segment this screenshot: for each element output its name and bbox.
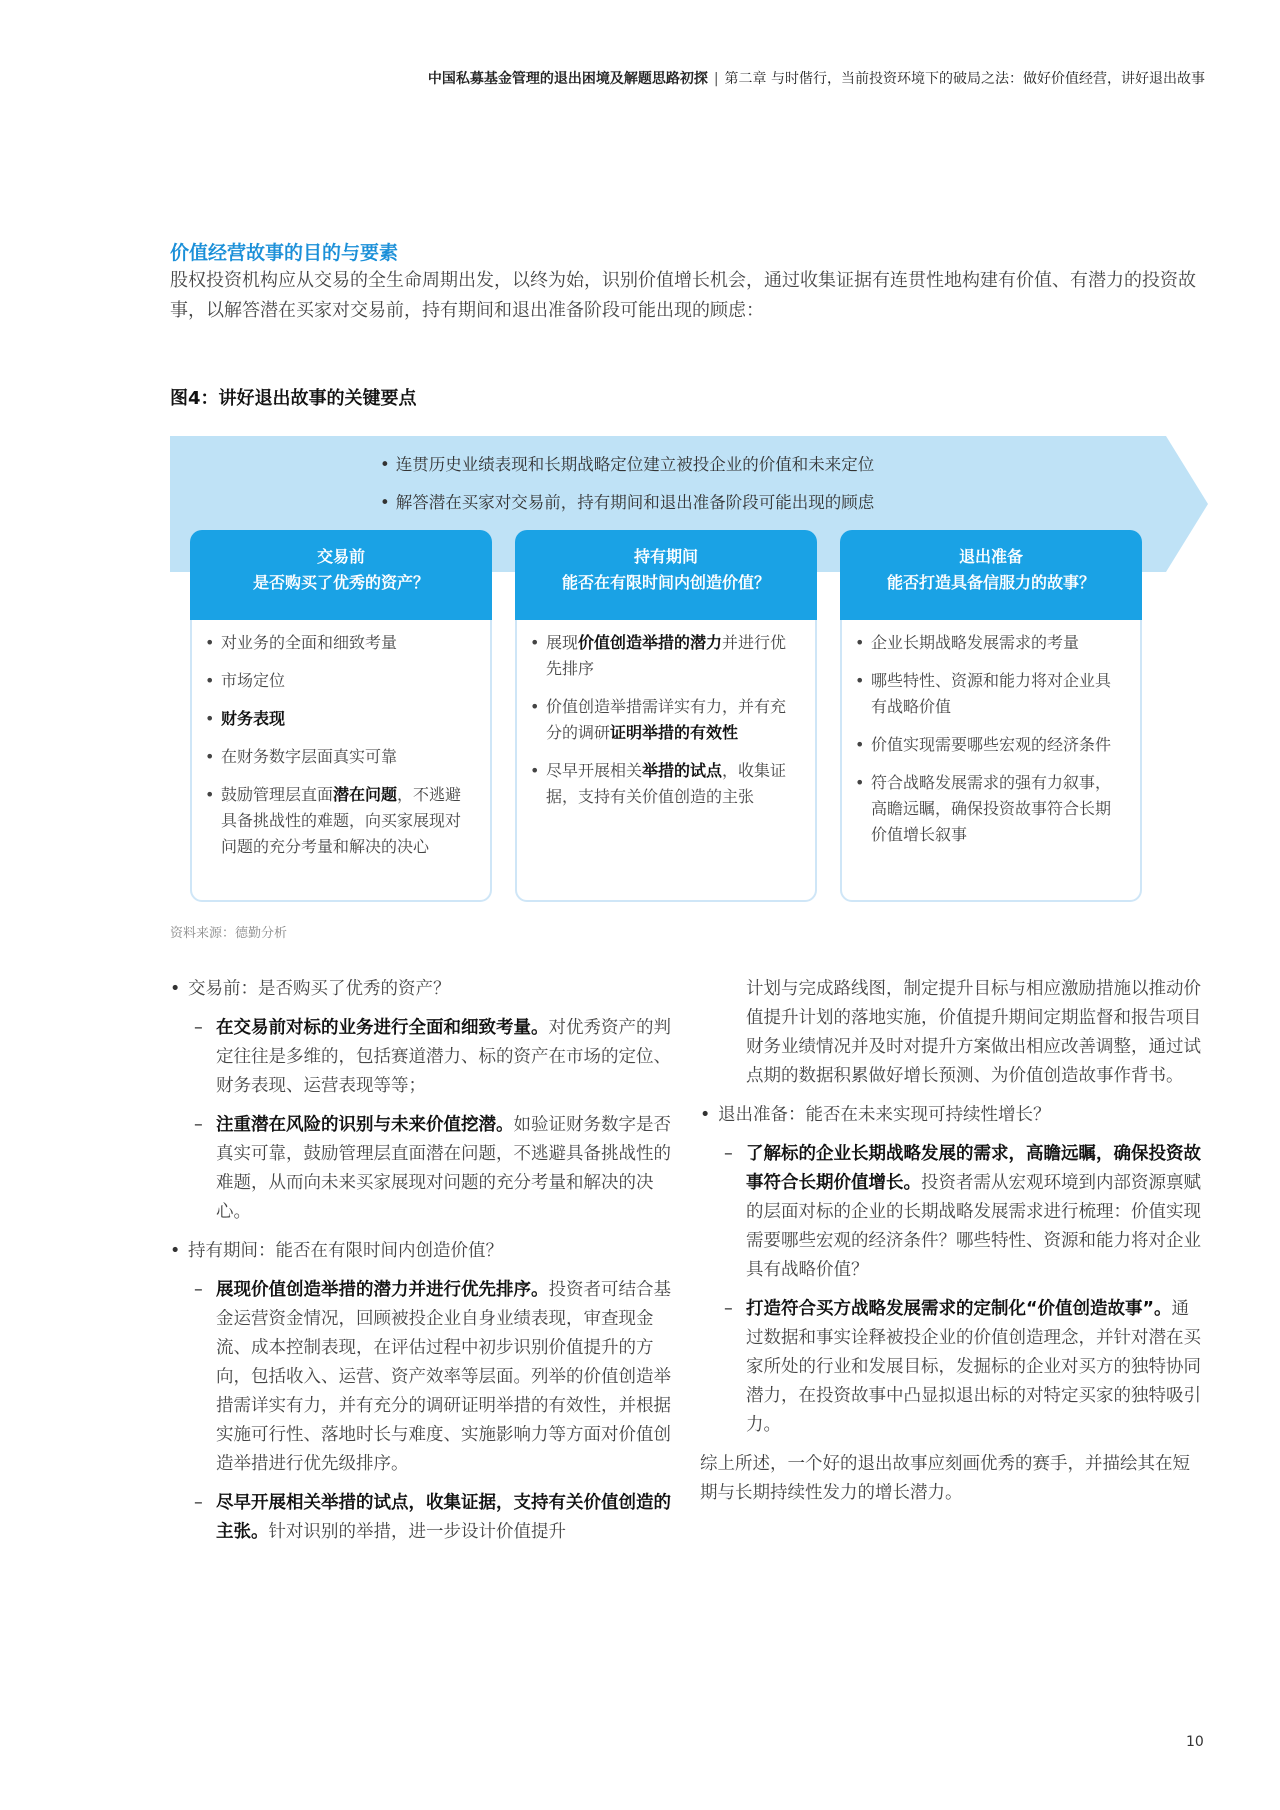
card-exit-prep-header <box>840 530 1142 620</box>
banner-bullets <box>380 446 874 522</box>
card-title: 退出准备 <box>958 547 1023 566</box>
figure-title: 图4：讲好退出故事的关键要点 <box>170 388 417 409</box>
list-item: • 哪些特性、资源和能力将对企业具有战略价值 <box>855 668 1125 720</box>
list-item: • 价值实现需要哪些宏观的经济条件 <box>855 732 1125 758</box>
list-item: • 退出准备：能否在未来实现可持续性增长？ <box>700 1101 1205 1130</box>
list-item: • 符合战略发展需求的强有力叙事，高瞻远瞩，确保投资故事符合长期价值增长叙事 <box>855 770 1125 848</box>
card-question: 是否购买了优秀的资产？ <box>252 573 429 592</box>
card-holding-list <box>530 630 800 822</box>
card-title: 持有期间 <box>633 547 698 566</box>
list-item: – 打造符合买方战略发展需求的定制化“价值创造故事”。通过数据和事实诠释被投企业的价值创造理念，并针对潜在买家所处的行业和发展目标，发掘标的企业对买方的独特协同潜力，在投资故事中凸显拟退出标的对特定买家的独特吸引力。 <box>714 1295 1205 1440</box>
card-exit-prep-list <box>855 630 1125 860</box>
list-item: – 了解标的企业长期战略发展的需求，高瞻远瞩，确保投资故事符合长期价值增长。投资者需从宏观环境到内部资源禀赋的层面对标的企业的长期战略发展需求进行梳理：价值实现需要哪些宏观的经济条件？哪些特性、资源和能力将对企业具有战略价值？ <box>714 1140 1205 1285</box>
continued-paragraph: 计划与完成路线图，制定提升目标与相应激励措施以推动价值提升计划的落地实施，价值提升期间定期监督和报告项目财务业绩情况并及时对提升方案做出相应改善调整，通过试点期的数据积累做好增长预测、为价值创造故事作背书。 <box>746 979 1201 1086</box>
list-item: – 展现价值创造举措的潜力并进行优先排序。投资者可结合基金运营资金情况，回顾被投企业自身业绩表现，审查现金流、成本控制表现，在评估过程中初步识别价值提升的方向，包括收入、运营、资产效率等层面。列举的价值创造举措需详实有力，并有充分的调研证明举措的有效性，并根据实施可行性、落地时长与难度、实施影响力等方面对价值创造举措进行优先级排序。 <box>184 1276 675 1479</box>
section-intro: 股权投资机构应从交易的全生命周期出发，以终为始，识别价值增长机会，通过收集证据有连贯性地构建有价值、有潜力的投资故事，以解答潜在买家对交易前，持有期间和退出准备阶段可能出现的顾虑： <box>170 270 1196 321</box>
list-item: • 鼓励管理层直面潜在问题，不逃避具备挑战性的难题，向买家展现对问题的充分考量和解决的决心 <box>205 782 475 860</box>
list-item: • 持有期间：能否在有限时间内创造价值？ <box>170 1237 675 1266</box>
list-item: – 尽早开展相关举措的试点，收集证据，支持有关价值创造的主张。针对识别的举措，进一步设计价值提升 <box>184 1489 675 1547</box>
list-item: • 在财务数字层面真实可靠 <box>205 744 475 770</box>
section-title: 价值经营故事的目的与要素 <box>170 242 399 264</box>
figure-source: 资料来源：德勤分析 <box>170 926 288 941</box>
banner-bullet: • 连贯历史业绩表现和长期战略定位建立被投企业的价值和未来定位 <box>380 455 875 474</box>
report-title: 中国私募基金管理的退出困境及解题思路初探 <box>427 71 708 87</box>
list-item: – 在交易前对标的业务进行全面和细致考量。对优秀资产的判定往往是多维的，包括赛道潜力、标的资产在市场的定位、财务表现、运营表现等等； <box>184 1014 675 1101</box>
list-item: • 对业务的全面和细致考量 <box>205 630 475 656</box>
header-separator: | <box>713 71 719 87</box>
banner-bullet: • 解答潜在买家对交易前，持有期间和退出准备阶段可能出现的顾虑 <box>380 493 875 512</box>
card-pre-deal-list <box>205 630 475 872</box>
list-item: • 尽早开展相关举措的试点，收集证据，支持有关价值创造的主张 <box>530 758 800 810</box>
list-item: • 展现价值创造举措的潜力并进行优先排序 <box>530 630 800 682</box>
list-item: • 企业长期战略发展需求的考量 <box>855 630 1125 656</box>
page-number: 10 <box>1186 1734 1204 1750</box>
chapter-title: 第二章 与时偕行，当前投资环境下的破局之法：做好价值经营，讲好退出故事 <box>724 71 1205 87</box>
list-item: • 市场定位 <box>205 668 475 694</box>
card-holding-header <box>515 530 817 620</box>
list-item: • 价值创造举措需详实有力，并有充分的调研证明举措的有效性 <box>530 694 800 746</box>
card-question: 能否打造具备信服力的故事？ <box>886 573 1095 592</box>
list-item: • 财务表现 <box>205 706 475 732</box>
running-header <box>0 68 1205 88</box>
card-title: 交易前 <box>316 547 365 566</box>
list-item: – 注重潜在风险的识别与未来价值挖潜。如验证财务数字是否真实可靠，鼓励管理层直面潜在问题，不逃避具备挑战性的难题，从而向未来买家展现对问题的充分考量和解决的决心。 <box>184 1111 675 1227</box>
card-pre-deal-header <box>190 530 492 620</box>
body-right-column <box>700 975 1205 1508</box>
card-question: 能否在有限时间内创造价值？ <box>561 573 770 592</box>
conclusion: 综上所述，一个好的退出故事应刻画优秀的赛手，并描绘其在短期与长期持续性发力的增长潜力。 <box>700 1454 1190 1503</box>
list-item: • 交易前：是否购买了优秀的资产？ <box>170 975 675 1004</box>
body-left-column <box>170 975 675 1547</box>
